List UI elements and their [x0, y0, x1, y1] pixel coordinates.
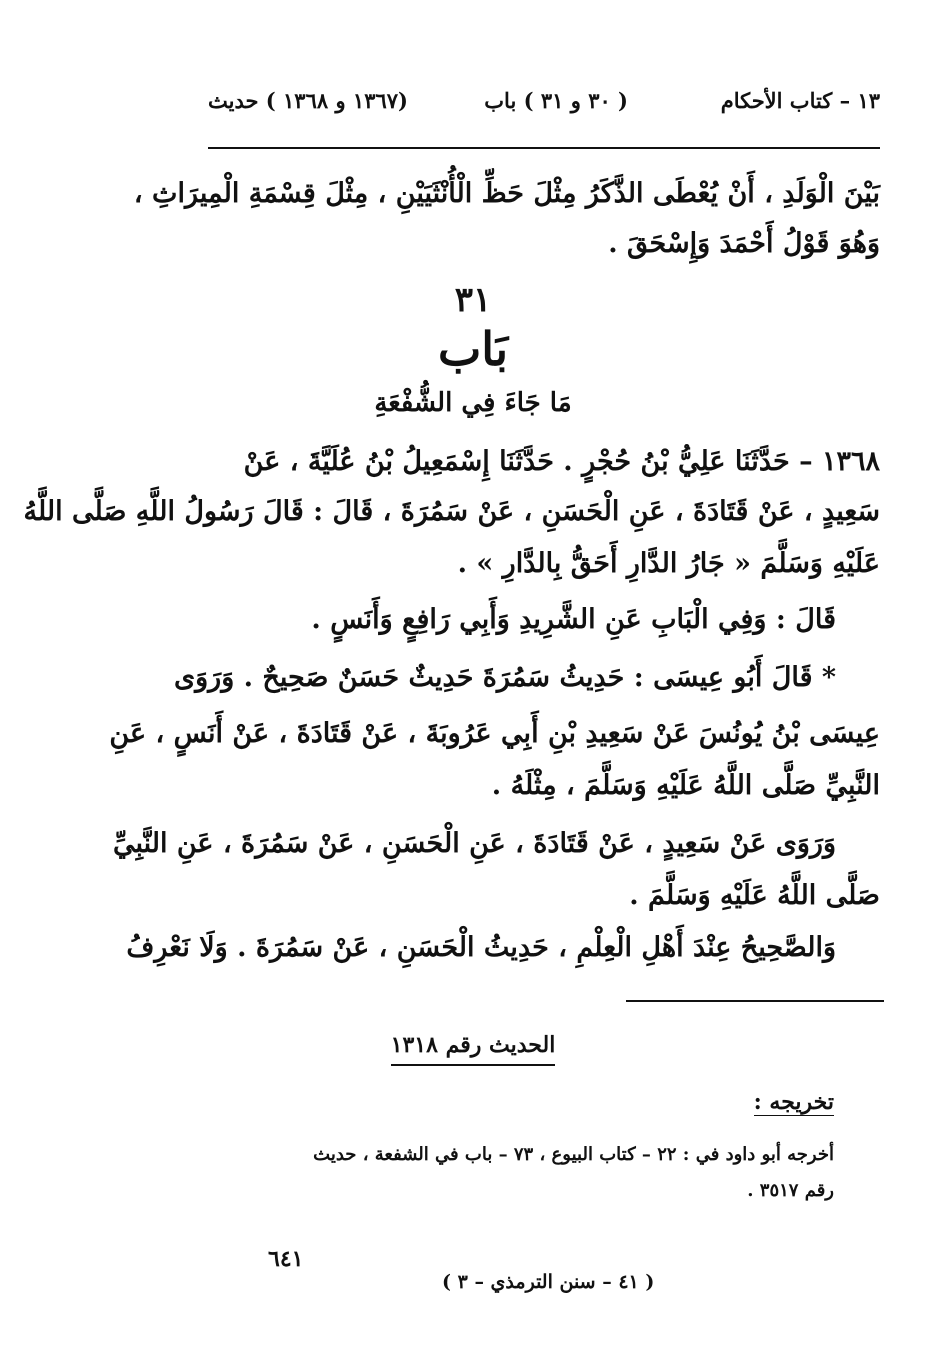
page-number: ٦٤١	[268, 1246, 304, 1272]
intro-line-2: وَهُوَ قَوْلُ أَحْمَدَ وَإِسْحَقَ .	[608, 228, 880, 259]
header-hadith-range: (١٣٦٧ و ١٣٦٨ ) حديث	[208, 88, 408, 113]
footnote-line-1: أخرجه أبو داود في : ٢٢ – كتاب البيوع ، ٧٣ – باب في الشفعة ، حديث	[313, 1144, 834, 1165]
chapter-number: ٣١	[454, 280, 492, 320]
hadith-line-8: وَرَوَى عَنْ سَعِيدٍ ، عَنْ قَتَادَةَ ، عَنِ الْحَسَنِ ، عَنْ سَمُرَةَ ، عَنِ النَّبِيِّ	[112, 828, 836, 859]
footnote-line-2: رقم ٣٥١٧ .	[747, 1180, 834, 1201]
footnote-heading: الحديث رقم ١٣١٨	[391, 1032, 556, 1066]
header-book-title: ١٣ – كتاب الأحكام	[720, 88, 880, 113]
header-rule	[208, 147, 880, 149]
hadith-line-6: عِيسَى بْنُ يُونُسَ عَنْ سَعِيدِ بْنِ أَبِي عَرُوبَةَ ، عَنْ قَتَادَةَ ، عَنْ أَنَسٍ ، عَنِ	[109, 718, 880, 749]
chapter-title: مَا جَاءَ فِي الشُّفْعَةِ	[374, 388, 572, 418]
chapter-bab: بَاب	[437, 322, 509, 376]
hadith-line-1: ١٣٦٨ – حَدَّثَنَا عَلِيُّ بْنُ حُجْرٍ . حَدَّثَنَا إِسْمَعِيلُ بْنُ عُلَيَّةَ ، عَنْ	[243, 446, 880, 477]
hadith-line-3: عَلَيْهِ وَسَلَّمَ « جَارُ الدَّارِ أَحَقُّ بِالدَّارِ » .	[457, 548, 880, 579]
page-footer: ( ٤١ – سنن الترمذي – ٣ )	[442, 1271, 655, 1293]
hadith-line-9: صَلَّى اللَّهُ عَلَيْهِ وَسَلَّمَ .	[629, 880, 880, 911]
hadith-line-7: النَّبِيِّ صَلَّى اللَّهُ عَلَيْهِ وَسَلَّمَ ، مِثْلَهُ .	[491, 770, 880, 801]
takhrij-label: تخريجه :	[753, 1089, 834, 1115]
footnote-rule	[626, 1000, 884, 1002]
hadith-line-5: * قَالَ أَبُو عِيسَى : حَدِيثُ سَمُرَةَ حَدِيثٌ حَسَنٌ صَحِيحٌ . وَرَوَى	[173, 662, 836, 693]
hadith-line-10: وَالصَّحِيحُ عِنْدَ أَهْلِ الْعِلْمِ ، حَدِيثُ الْحَسَنِ ، عَنْ سَمُرَةَ . وَلَا نَعْرِفُ	[126, 932, 836, 963]
footnote-heading-wrap	[0, 1032, 946, 1066]
header-chapter-range: ( ٣٠ و ٣١ ) باب	[484, 88, 628, 113]
hadith-line-2: سَعِيدٍ ، عَنْ قَتَادَةَ ، عَنِ الْحَسَنِ ، عَنْ سَمُرَةَ ، قَالَ : قَالَ رَسُولُ اللَّهِ صَلَّى اللَّهُ	[23, 496, 880, 527]
hadith-line-4: قَالَ : وَفِي الْبَابِ عَنِ الشَّرِيدِ وَأَبِي رَافِعٍ وَأَنَسٍ .	[311, 604, 836, 635]
intro-line-1: بَيْنَ الْوَلَدِ ، أَنْ يُعْطَى الذَّكَرُ مِثْلَ حَظِّ الْأُنْثَيَيْنِ ، مِثْلَ قِسْمَةِ الْمِيرَاثِ ،	[133, 178, 880, 209]
